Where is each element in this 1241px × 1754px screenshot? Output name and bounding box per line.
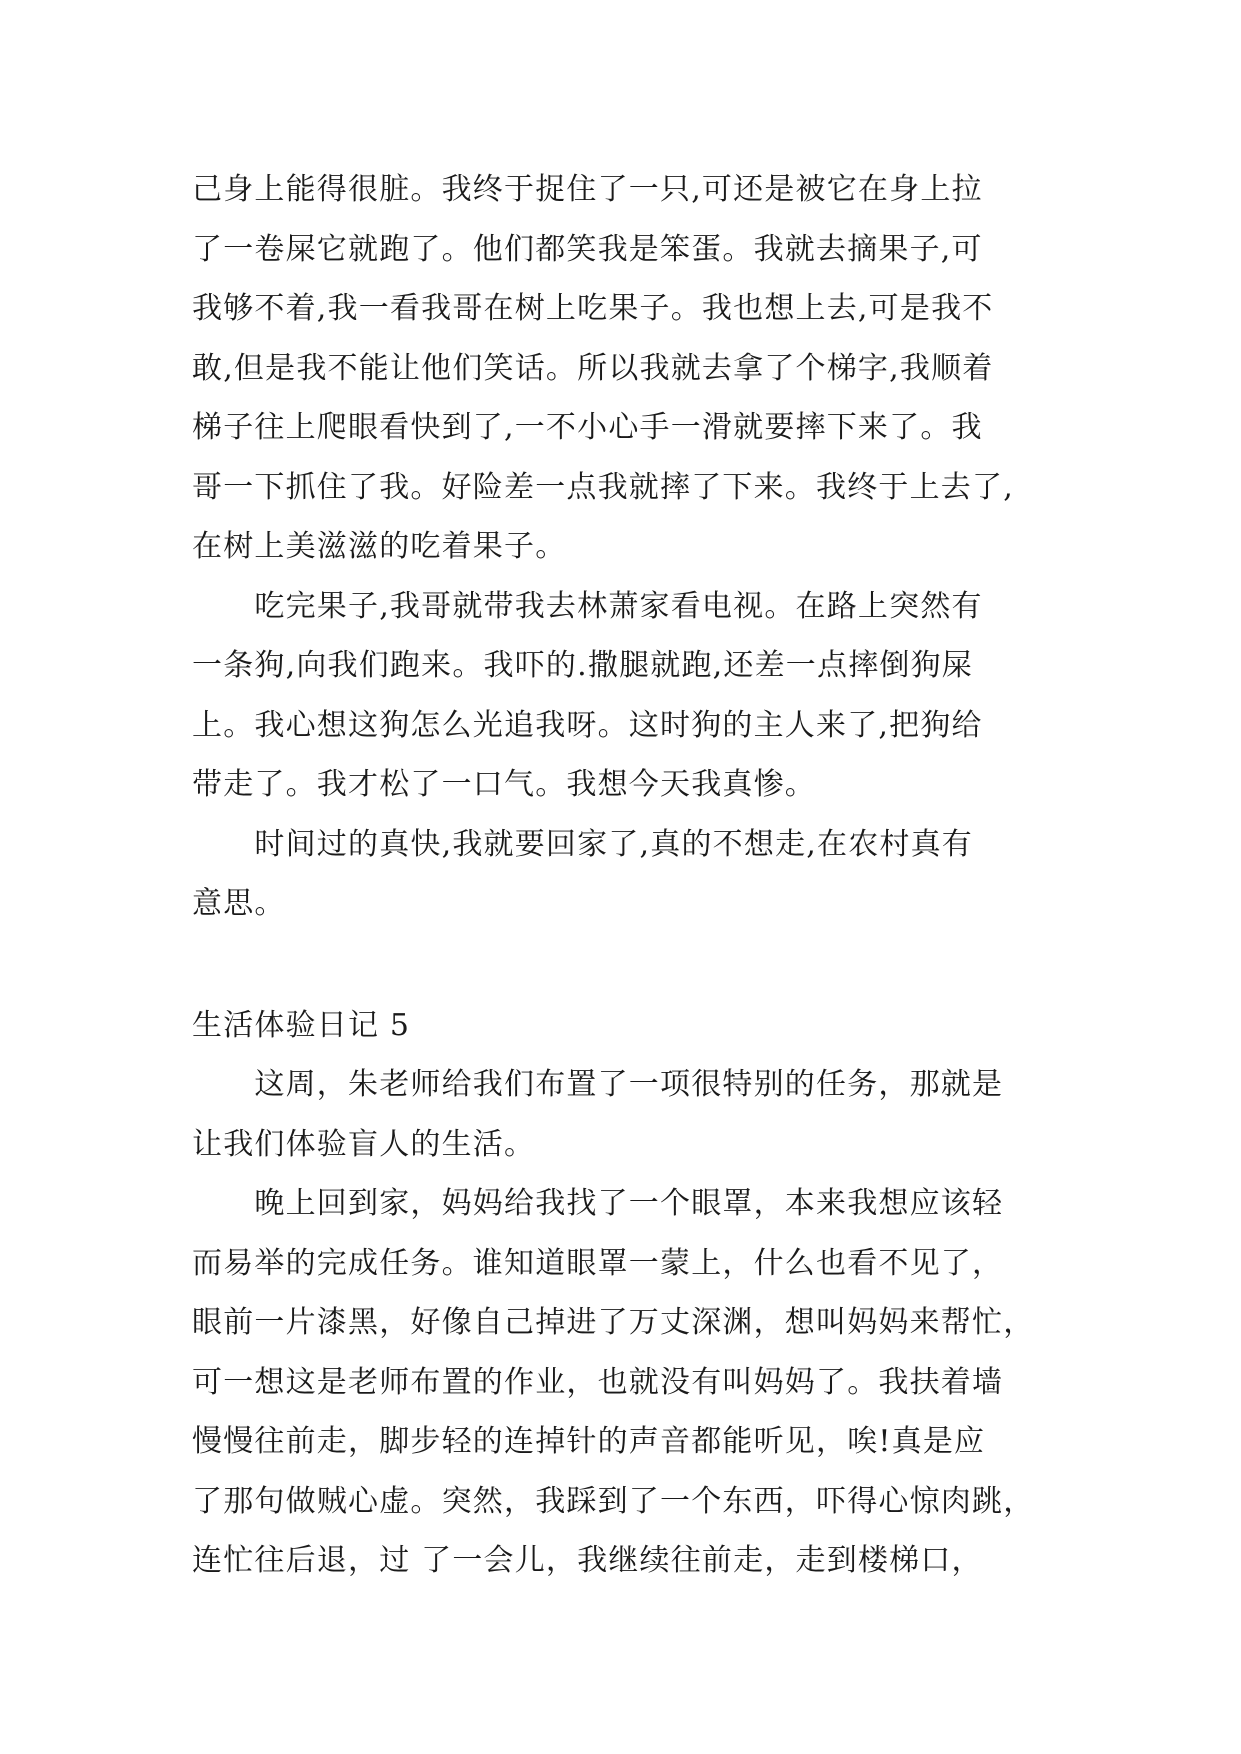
text-line: 晚上回到家，妈妈给我找了一个眼罩，本来我想应该轻 bbox=[192, 1186, 1004, 1221]
text-line: 可一想这是老师布置的作业，也就没有叫妈妈了。我扶着墙 bbox=[192, 1364, 1004, 1400]
text-line: 己身上能得很脏。我终于捉住了一只,可还是被它在身上拉 bbox=[192, 172, 983, 207]
text-line: 梯子往上爬眼看快到了,一不小心手一滑就要摔下来了。我 bbox=[192, 410, 983, 445]
text-line: 这周，朱老师给我们布置了一项很特别的任务，那就是 bbox=[192, 1067, 1004, 1102]
text-line: 眼前一片漆黑，好像自己掉进了万丈深渊，想叫妈妈来帮忙， bbox=[192, 1305, 1035, 1340]
text-line: 了那句做贼心虚。突然，我踩到了一个东西，吓得心惊肉跳， bbox=[192, 1483, 1035, 1519]
text-line: 连忙往后退，过 了一会儿，我继续往前走，走到楼梯口， bbox=[192, 1543, 983, 1578]
text-line: 意思。 bbox=[192, 886, 286, 921]
text-line: 上。我心想这狗怎么光追我呀。这时狗的主人来了,把狗给 bbox=[192, 707, 983, 743]
text-line: 在树上美滋滋的吃着果子。 bbox=[192, 529, 567, 564]
paragraph-block-diary-5 bbox=[192, 1055, 1064, 1591]
text-line: 我够不着,我一看我哥在树上吃果子。我也想上去,可是我不 bbox=[192, 291, 994, 326]
text-line: 了一卷屎它就跑了。他们都笑我是笨蛋。我就去摘果子,可 bbox=[192, 231, 983, 267]
paragraph-block-story-continuation bbox=[192, 160, 1064, 934]
text-line: 吃完果子,我哥就带我去林萧家看电视。在路上突然有 bbox=[192, 588, 983, 624]
text-line: 慢慢往前走，脚步轻的连掉针的声音都能听见，唉!真是应 bbox=[192, 1424, 986, 1459]
text-line: 敢,但是我不能让他们笑话。所以我就去拿了个梯字,我顺着 bbox=[192, 350, 994, 386]
text-line: 让我们体验盲人的生活。 bbox=[192, 1126, 536, 1162]
section-spacer bbox=[192, 934, 1064, 996]
section-title: 生活体验日记 5 bbox=[192, 1007, 411, 1043]
text-line: 而易举的完成任务。谁知道眼罩一蒙上，什么也看不见了， bbox=[192, 1245, 1004, 1281]
text-line: 哥一下抓住了我。好险差一点我就摔了下来。我终于上去了, bbox=[192, 469, 1014, 505]
text-line: 一条狗,向我们跑来。我吓的.撒腿就跑,还差一点摔倒狗屎 bbox=[192, 648, 974, 683]
text-line: 带走了。我才松了一口气。我想今天我真惨。 bbox=[192, 767, 816, 802]
document-page bbox=[192, 160, 1064, 1591]
text-line: 时间过的真快,我就要回家了,真的不想走,在农村真有 bbox=[192, 826, 974, 862]
